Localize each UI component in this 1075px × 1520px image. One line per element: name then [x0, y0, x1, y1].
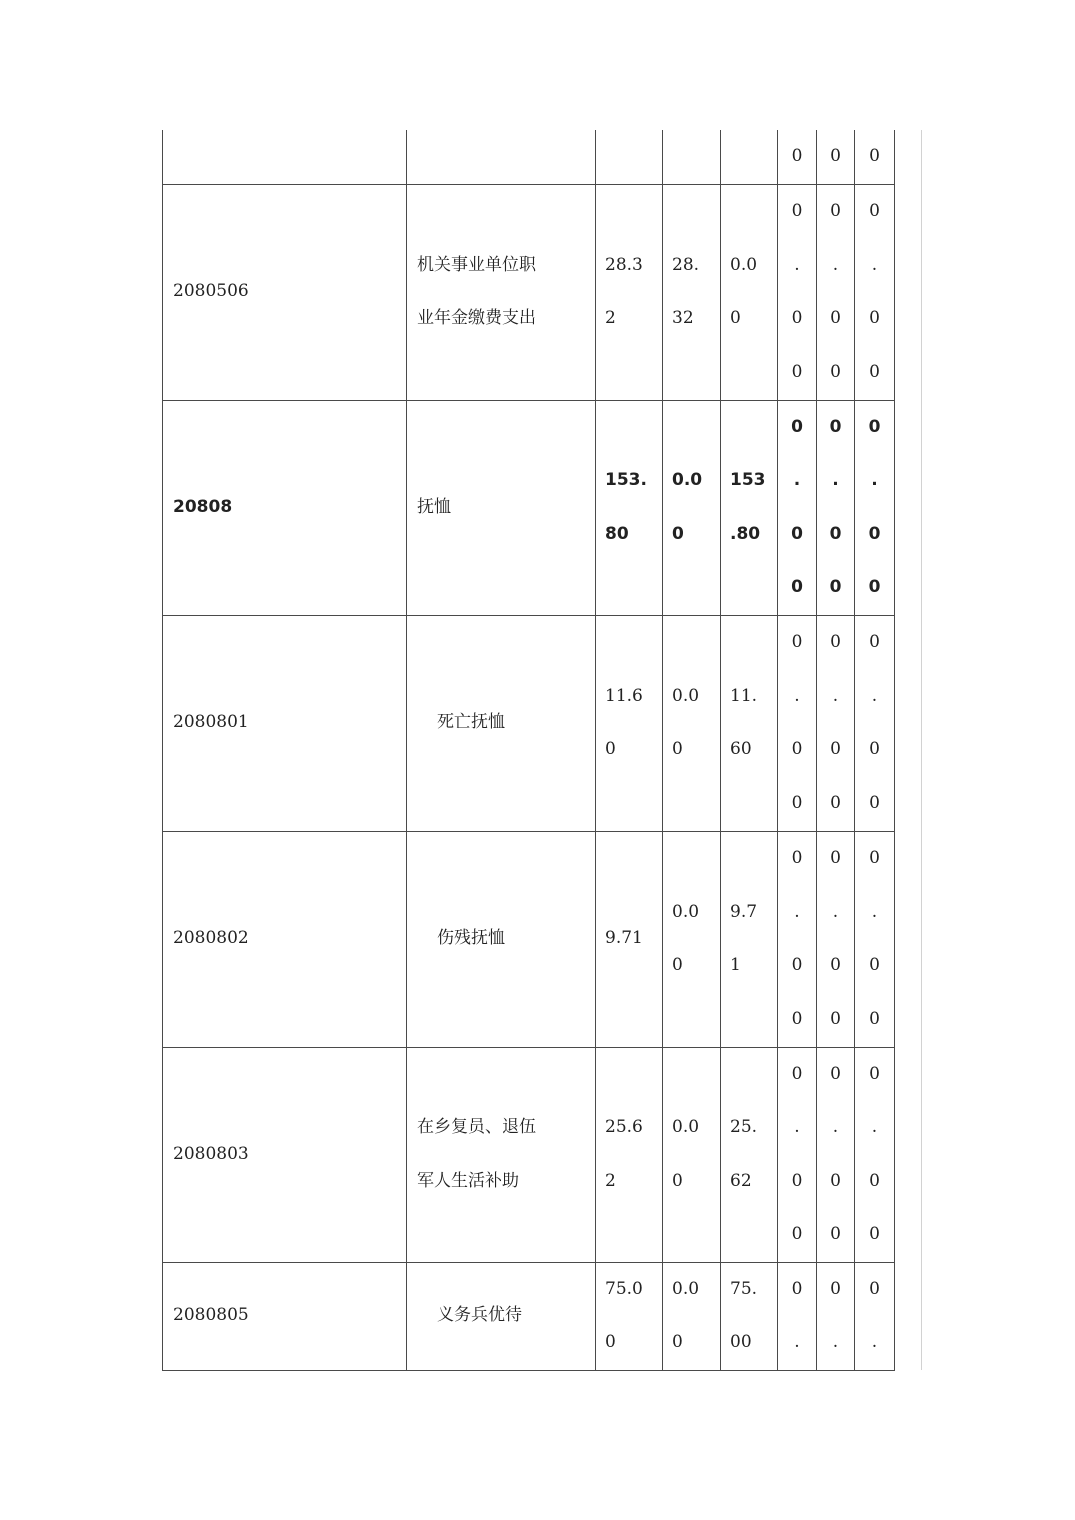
small-cell: 0 . 0 0 [778, 615, 817, 831]
small-cell: 0 . [778, 1262, 817, 1370]
name-cell: 义务兵优待 [407, 1262, 596, 1370]
amount-cell: 11.6 0 [596, 615, 663, 831]
name-cell: 死亡抚恤 [407, 615, 596, 831]
amount-cell: 25.6 2 [596, 1047, 663, 1262]
amount-cell: 0.0 0 [663, 831, 721, 1047]
code-cell: 2080803 [163, 1047, 407, 1262]
amount-cell: 0.0 0 [663, 400, 721, 615]
amount-cell: 9.71 [596, 831, 663, 1047]
amount-cell: 28. 32 [663, 184, 721, 400]
small-cell: 0 . 0 0 [855, 1047, 895, 1262]
amount-cell: 0.0 0 [663, 1262, 721, 1370]
small-cell: 0 [817, 130, 855, 184]
amount-cell: 0.0 0 [721, 184, 778, 400]
name-cell [407, 130, 596, 184]
small-cell: 0 . 0 0 [817, 615, 855, 831]
amount-cell [596, 130, 663, 184]
amount-cell: 0.0 0 [663, 1047, 721, 1262]
small-cell: 0 [855, 130, 895, 184]
small-cell: 0 . 0 0 [855, 400, 895, 615]
budget-table [162, 130, 895, 1371]
table-row [163, 400, 895, 615]
page-margin-rule [921, 130, 922, 1370]
amount-cell: 0.0 0 [663, 615, 721, 831]
code-cell: 2080802 [163, 831, 407, 1047]
amount-cell: 75.0 0 [596, 1262, 663, 1370]
small-cell: 0 . 0 0 [778, 184, 817, 400]
table-row [163, 1262, 895, 1370]
small-cell: 0 . 0 0 [817, 1047, 855, 1262]
small-cell: 0 . [817, 1262, 855, 1370]
amount-cell [663, 130, 721, 184]
table-row [163, 831, 895, 1047]
code-cell: 2080805 [163, 1262, 407, 1370]
small-cell: 0 . 0 0 [817, 400, 855, 615]
amount-cell: 28.3 2 [596, 184, 663, 400]
small-cell: 0 . 0 0 [778, 831, 817, 1047]
small-cell: 0 . 0 0 [855, 831, 895, 1047]
amount-cell: 75. 00 [721, 1262, 778, 1370]
code-cell: 20808 [163, 400, 407, 615]
name-cell: 抚恤 [407, 400, 596, 615]
table-row [163, 184, 895, 400]
amount-cell: 9.7 1 [721, 831, 778, 1047]
table-row [163, 615, 895, 831]
small-cell: 0 . 0 0 [855, 615, 895, 831]
amount-cell: 153. 80 [596, 400, 663, 615]
amount-cell: 25. 62 [721, 1047, 778, 1262]
small-cell: 0 . 0 0 [855, 184, 895, 400]
name-cell: 机关事业单位职 业年金缴费支出 [407, 184, 596, 400]
small-cell: 0 . 0 0 [817, 831, 855, 1047]
small-cell: 0 . [855, 1262, 895, 1370]
small-cell: 0 [778, 130, 817, 184]
name-cell: 伤残抚恤 [407, 831, 596, 1047]
code-cell [163, 130, 407, 184]
code-cell: 2080801 [163, 615, 407, 831]
table-row [163, 1047, 895, 1262]
name-cell: 在乡复员、退伍 军人生活补助 [407, 1047, 596, 1262]
amount-cell: 11. 60 [721, 615, 778, 831]
small-cell: 0 . 0 0 [778, 1047, 817, 1262]
table-row [163, 130, 895, 184]
small-cell: 0 . 0 0 [778, 400, 817, 615]
small-cell: 0 . 0 0 [817, 184, 855, 400]
amount-cell: 153 .80 [721, 400, 778, 615]
amount-cell [721, 130, 778, 184]
code-cell: 2080506 [163, 184, 407, 400]
